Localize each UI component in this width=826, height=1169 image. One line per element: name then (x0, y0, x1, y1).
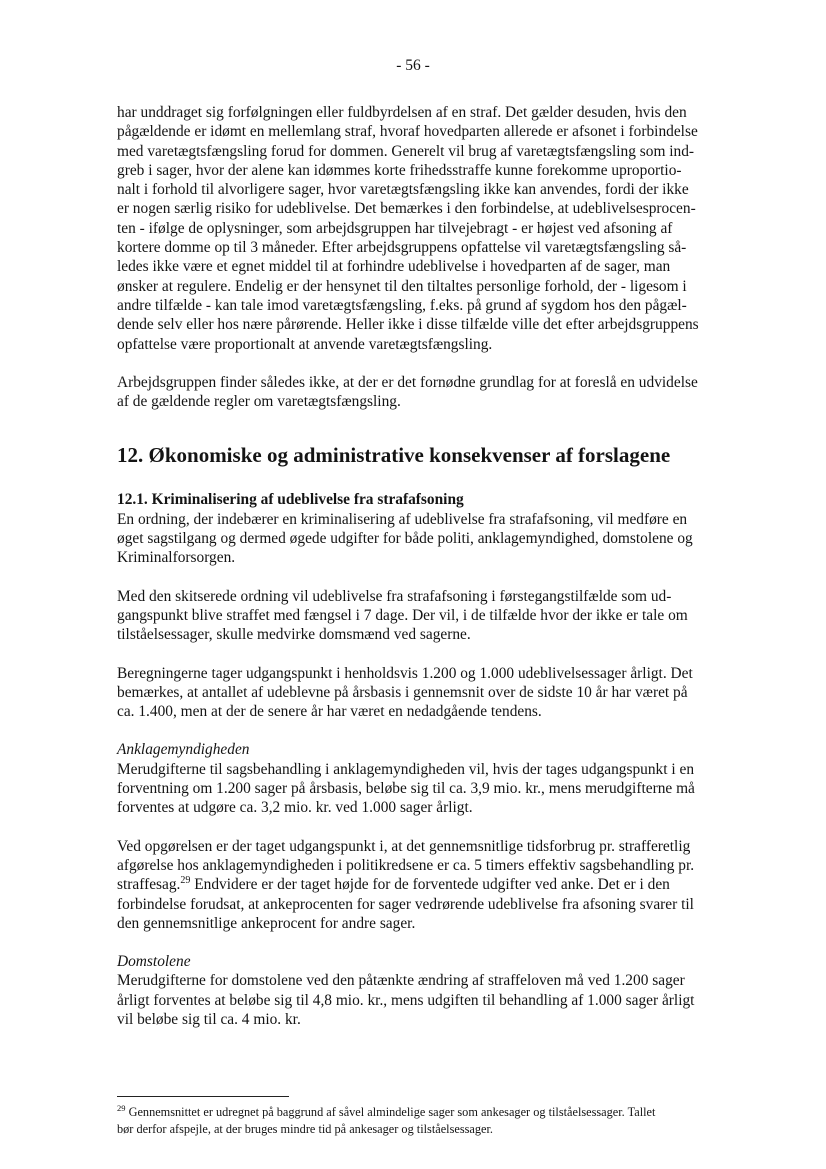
paragraph-court-costs: Merudgifterne for domstolene ved den påtænkte ændring af straffeloven må ved 1.200 sager årligt forventes at beløbe sig til 4,8 mio. kr., mens udgiften til behandling af 1.000 sager årligt vil beløbe sig til ca. 4 mio. kr. (117, 972, 695, 1028)
subsection-heading-12-1: 12.1. Kriminalisering af udeblivelse fra strafafsoning (117, 491, 464, 509)
subheading-domstolene: Domstolene (117, 953, 191, 971)
footnote-reference[interactable]: 29 (180, 875, 191, 887)
page-body (117, 103, 751, 1029)
section-heading-12: 12. Økonomiske og administrative konsekvenser af forslagene (117, 443, 671, 468)
paragraph-calculations: Beregningerne tager udgangspunkt i henholdsvis 1.200 og 1.000 udeblivelsessager årligt. Det bemærkes, at antallet af udeblevne på årsbasis i gennemsnit over de sidste 10 år har været på ca. 1.400, men at der de senere år har været en nedadgående tendens. (117, 664, 693, 721)
footnote-number: 29 (117, 1103, 126, 1113)
paragraph-criminalisation: En ordning, der indebærer en kriminalisering af udeblivelse fra strafafsoning, vil medføre en øget sagstilgang og dermed øgede udgifter for både politi, anklagemyndighed, domstolene og Kriminalforsorgen. (117, 510, 693, 567)
paragraph-conclusion: Arbejdsgruppen finder således ikke, at der er det fornødne grundlag for at foreslå en udvidelse af de gældende regler om varetægtsfængsling. (117, 373, 698, 411)
page-number: - 56 - (396, 57, 430, 74)
paragraph-scheme: Med den skitserede ordning vil udeblivelse fra strafafsoning i førstegangstilfælde som ud- gangspunkt blive straffet med fængsel i 7 dage. Der vil, i de tilfælde hvor der ikke er tale om tilståelsessager, skulle medvirke domsmænd ved sagerne. (117, 587, 688, 644)
footnote-divider (117, 1096, 289, 1097)
footnote-29: $^{29}$ Gennemsnittet er udregnet på baggrund af såvel almindelige sager som ankesager og tilståelsessager. Tallet bør derfor afspejle, at der bruges mindre tid på ankesager og tilståelsessager. (117, 1103, 656, 1136)
paragraph-prosecution-costs: Merudgifterne til sagsbehandling i anklagemyndigheden vil, hvis der tages udgangspunkt i en forventning om 1.200 sager på årsbasis, beløbe sig til ca. 3,9 mio. kr., mens merudgifterne må forventes at udgøre ca. 3,2 mio. kr. ved 1.000 sager årligt. (117, 760, 695, 817)
paragraph-time-estimate: Ved opgørelsen er der taget udgangspunkt i, at det gennemsnitlige tidsforbrug pr. strafferetlig afgørelse hos anklagemyndigheden i politikredsene er ca. 5 timers effektiv sagsbehandling pr. straffesag.$^{29}$ Endvidere er der taget højde for de forventede udgifter ved anke. Det er i den forbindelse forudsat, at ankeprocenten for sager vedrørende udeblivelse fra afsoning svarer til den gennemsnitlige ankeprocent for andre sager. (117, 837, 695, 932)
subheading-anklagemyndigheden: Anklagemyndigheden (117, 741, 250, 759)
paragraph-custody-arguments: har unddraget sig forfølgningen eller fuldbyrdelsen af en straf. Det gælder desuden, hvis den pågældende er idømt en mellemlang straf, hvoraf hovedparten allerede er afsonet i forbindelse med varetægtsfængsling forud for dommen. Generelt vil brug af varetægtsfængsling som ind- greb i sager, hvor der alene kan idømmes korte frihedsstraffe kunne forekomme uproportio- nalt i forhold til alvorligere sager, hvor varetægtsfængsling ikke kan anvendes, fordi der ikke er nogen særlig risiko for udeblivelse. Det bemærkes i den forbindelse, at udeblivelsesprocen- ten - ifølge de oplysninger, som arbejdsgruppen har tilvejebragt - er højest ved afsoning af kortere domme op til 3 måneder. Efter arbejdsgruppens opfattelse vil varetægtsfængsling så- ledes ikke være et egnet middel til at forhindre udeblivelse i hovedparten af de sager, man ønsker at regulere. Endelig er der hensynet til den tiltaltes personlige forhold, der - ligesom i andre tilfælde - kan tale imod varetægtsfængsling, f.eks. på grund af sygdom hos den pågæl- dende selv eller hos nære pårørende. Heller ikke i disse tilfælde ville det efter arbejdsgruppens opfattelse være proportionalt at anvende varetægtsfængsling. (117, 104, 699, 353)
